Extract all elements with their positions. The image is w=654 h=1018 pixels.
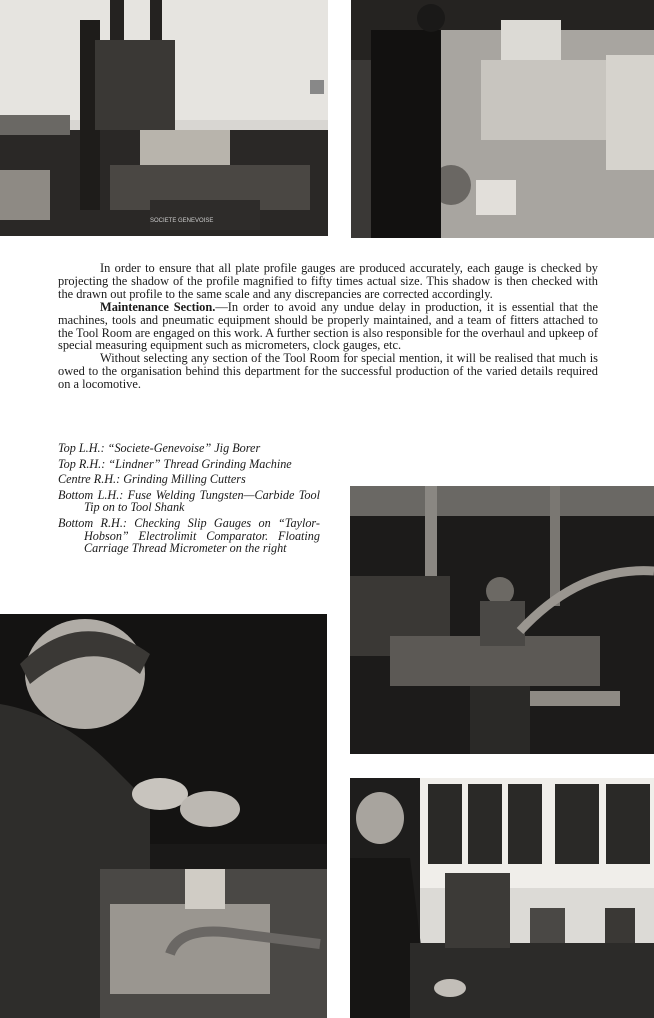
jig-borer-image <box>0 0 328 236</box>
maintenance-heading: Maintenance Section. <box>100 299 216 314</box>
paragraph-profile-gauges: In order to ensure that all plate profile gauges are produced accurately, each gauge is checked by projecting the shadow of the profile magnified to fifty times actual size. This shadow is then checked with the drawn out profile to the same scale and any discrepancies are corrected accordingly. <box>58 261 598 301</box>
caption-bottom-right: Bottom R.H.: Checking Slip Gauges on “Taylor-Hobson” Electrolimit Comparator. Floating Carriage Thread Micrometer on the right <box>58 515 320 556</box>
photo-thread-grinding-machine <box>351 0 654 238</box>
photo-grinding-milling-cutters <box>350 486 654 754</box>
photo-checking-slip-gauges <box>350 778 654 1018</box>
paragraph-maintenance <box>58 301 598 353</box>
caption-top-right: Top R.H.: “Lindner” Thread Grinding Machine <box>58 456 292 471</box>
maintenance-body: —In order to avoid any undue delay in production, it is essential that the machines, tools and pneumatic equipment should be properly maintained, and a team of fitters attached to the Tool Room are engaged on this work. A further section is also responsible for the overhaul and upkeep of special measuring equipment such as micrometers, clock gauges, etc. <box>58 299 598 353</box>
thread-grinder-image <box>351 0 654 238</box>
paragraph-conclusion: Without selecting any section of the Tool Room for special mention, it will be realised that much is owed to the organisation behind this department for the successful production of the varied details required on a locomotive. <box>58 351 598 392</box>
machine-plate-label: SOCIETE GENEVOISE <box>150 218 214 224</box>
grinding-cutters-image <box>350 486 654 754</box>
photo-jig-borer <box>0 0 328 236</box>
photo-captions <box>58 442 320 558</box>
caption-bottom-left: Bottom L.H.: Fuse Welding Tungsten—Carbide Tool Tip on to Tool Shank <box>58 487 320 515</box>
caption-top-left: Top L.H.: “Societe-Genevoise” Jig Borer <box>58 441 261 455</box>
article-body <box>58 262 598 391</box>
photo-fuse-welding <box>0 614 327 1018</box>
fuse-welding-image <box>0 614 327 1018</box>
caption-centre-right: Centre R.H.: Grinding Milling Cutters <box>58 472 246 487</box>
slip-gauges-image <box>350 778 654 1018</box>
